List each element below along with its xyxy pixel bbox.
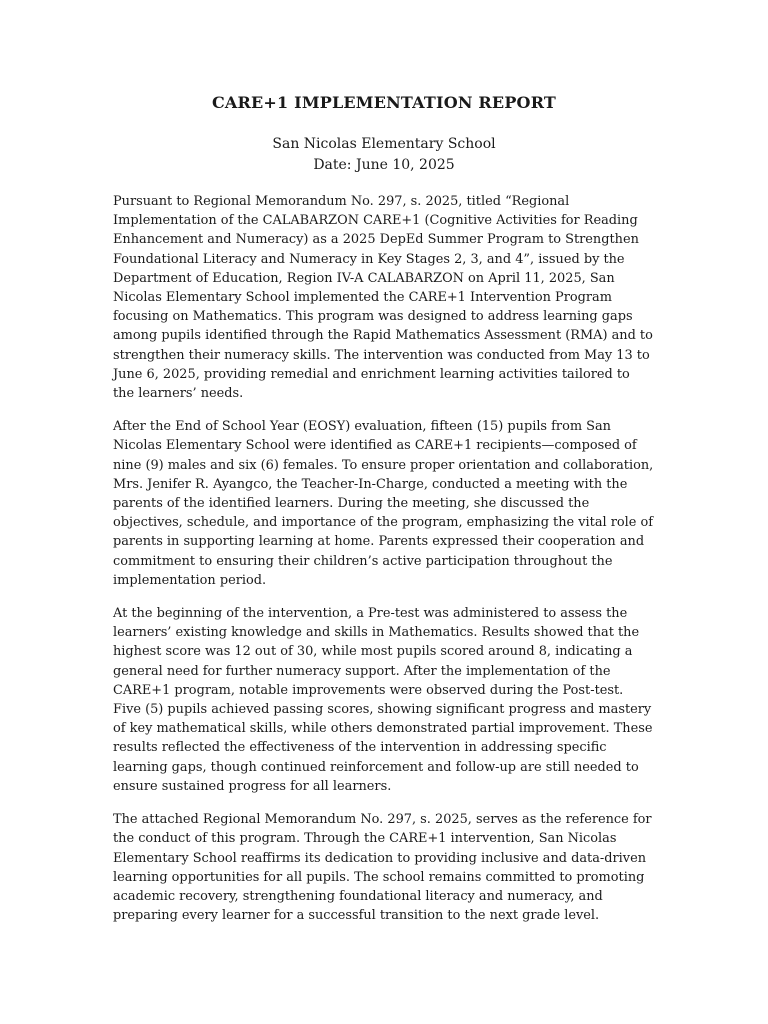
paragraph-recipients: After the End of School Year (EOSY) evaluation, fifteen (15) pupils from San Nicolas Elementary School were identified as CARE+1 recipients—composed of nine (9) males and six (6) females. To ensure proper orientation and collaboration, Mrs. Jenifer R. Ayangco, the Teacher-In-Charge, conducted a meeting with the parents of the identified learners. During the meeting, she discussed the objectives, schedule, and importance of the program, emphasizing the vital role of parents in supporting learning at home. Parents expressed their cooperation and commitment to ensuring their children’s active participation throughout the implementation period. xyxy=(113,419,654,588)
paragraph-results: At the beginning of the intervention, a Pre-test was administered to assess the learners’ existing knowledge and skills in Mathematics. Results showed that the highest score was 12 out of 30, while most pupils scored around 8, indicating a general need for further numeracy support. After the implementation of the CARE+1 program, notable improvements were observed during the Post-test. Five (5) pupils achieved passing scores, showing significant progress and mastery of key mathematical skills, while others demonstrated partial improvement. These results reflected the effectiveness of the intervention in addressing specific learning gaps, though continued reinforcement and follow-up are still needed to ensure sustained progress for all learners. xyxy=(113,606,653,794)
report-meta xyxy=(113,134,655,176)
report-page xyxy=(113,92,655,939)
paragraph-conclusion: The attached Regional Memorandum No. 297, s. 2025, serves as the reference for the conduct of this program. Through the CARE+1 intervention, San Nicolas Elementary School reaffirms its dedication to providing inclusive and data-driven learning opportunities for all pupils. The school remains committed to promoting academic recovery, strengthening foundational literacy and numeracy, and preparing every learner for a successful transition to the next grade level. xyxy=(113,812,652,924)
report-date: Date: June 10, 2025 xyxy=(313,157,455,173)
paragraph-intro: Pursuant to Regional Memorandum No. 297, s. 2025, titled “Regional Implementation of the CALABARZON CARE+1 (Cognitive Activities for Reading Enhancement and Numeracy) as a 2025 DepEd Summer Program to Strengthen Foundational Literacy and Numeracy in Key Stages 2, 3, and 4”, issued by the Department of Education, Region IV-A CALABARZON on April 11, 2025, San Nicolas Elementary School implemented the CARE+1 Intervention Program focusing on Mathematics. This program was designed to address learning gaps among pupils identified through the Rapid Mathematics Assessment (RMA) and to strengthen their numeracy skills. The intervention was conducted from May 13 to June 6, 2025, providing remedial and enrichment learning activities tailored to the learners’ needs. xyxy=(113,194,653,402)
report-title: CARE+1 IMPLEMENTATION REPORT xyxy=(211,93,557,112)
school-name: San Nicolas Elementary School xyxy=(272,136,496,152)
